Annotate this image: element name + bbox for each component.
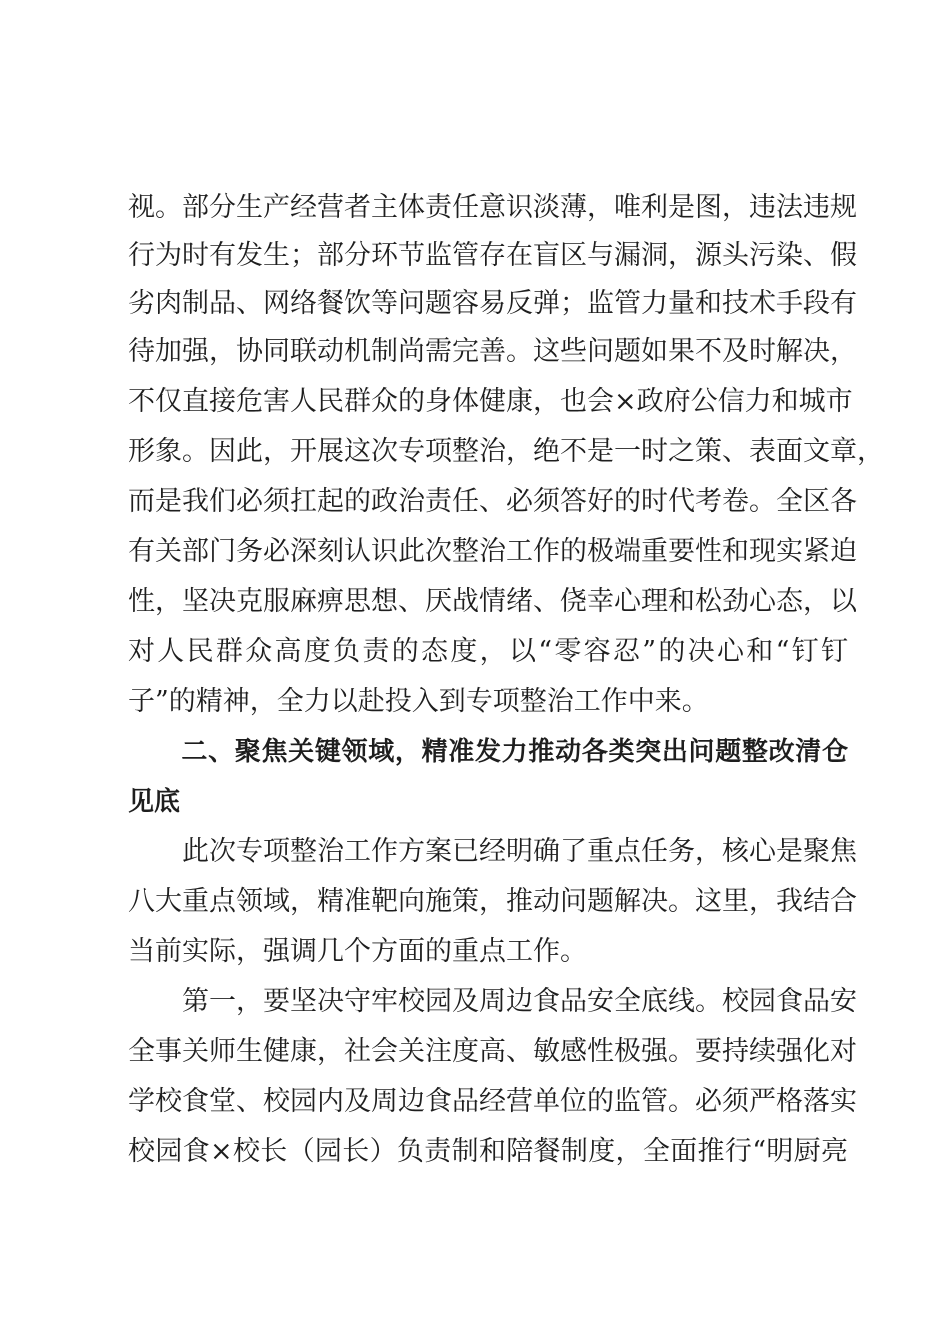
paragraph-line: 而是我们必须扛起的政治责任、必须答好的时代考卷。全区各	[128, 486, 857, 517]
paragraph-line: 形象。因此，开展这次专项整治，绝不是一时之策、表面文章，	[128, 436, 884, 467]
paragraph-line: 待加强，协同联动机制尚需完善。这些问题如果不及时解决，	[128, 336, 857, 367]
paragraph-line: 行为时有发生；部分环节监管存在盲区与漏洞，源头污染、假	[128, 240, 857, 271]
paragraph-line: 全事关师生健康，社会关注度高、敏感性极强。要持续强化对	[128, 1036, 857, 1067]
paragraph-line: 八大重点领域，精准靶向施策，推动问题解决。这里，我结合	[128, 886, 857, 917]
section-heading: 二、聚焦关键领域，精准发力推动各类突出问题整改清仓	[128, 737, 848, 767]
paragraph-line: 当前实际，强调几个方面的重点工作。	[128, 936, 587, 967]
paragraph-line: 不仅直接危害人民群众的身体健康，也会×政府公信力和城市	[128, 386, 853, 417]
paragraph-line: 学校食堂、校园内及周边食品经营单位的监管。必须严格落实	[128, 1086, 857, 1117]
paragraph-line: 第一，要坚决守牢校园及周边食品安全底线。校园食品安	[128, 986, 857, 1017]
paragraph-line: 有关部门务必深刻认识此次整治工作的极端重要性和现实紧迫	[128, 536, 857, 567]
paragraph-line: 视。部分生产经营者主体责任意识淡薄，唯利是图，违法违规	[128, 192, 857, 223]
paragraph-line: 此次专项整治工作方案已经明确了重点任务，核心是聚焦	[128, 836, 857, 867]
paragraph-line: 校园食×校长（园长）负责制和陪餐制度，全面推行“明厨亮	[128, 1136, 848, 1167]
paragraph-line: 劣肉制品、网络餐饮等问题容易反弹；监管力量和技术手段有	[128, 288, 857, 319]
paragraph-line: 性，坚决克服麻痹思想、厌战情绪、侥幸心理和松劲心态，以	[128, 586, 857, 617]
paragraph-line: 子”的精神，全力以赴投入到专项整治工作中来。	[128, 686, 709, 717]
section-heading: 见底	[128, 787, 181, 817]
paragraph-line: 对人民群众高度负责的态度，以“零容忍”的决心和“钉钉	[128, 636, 848, 667]
